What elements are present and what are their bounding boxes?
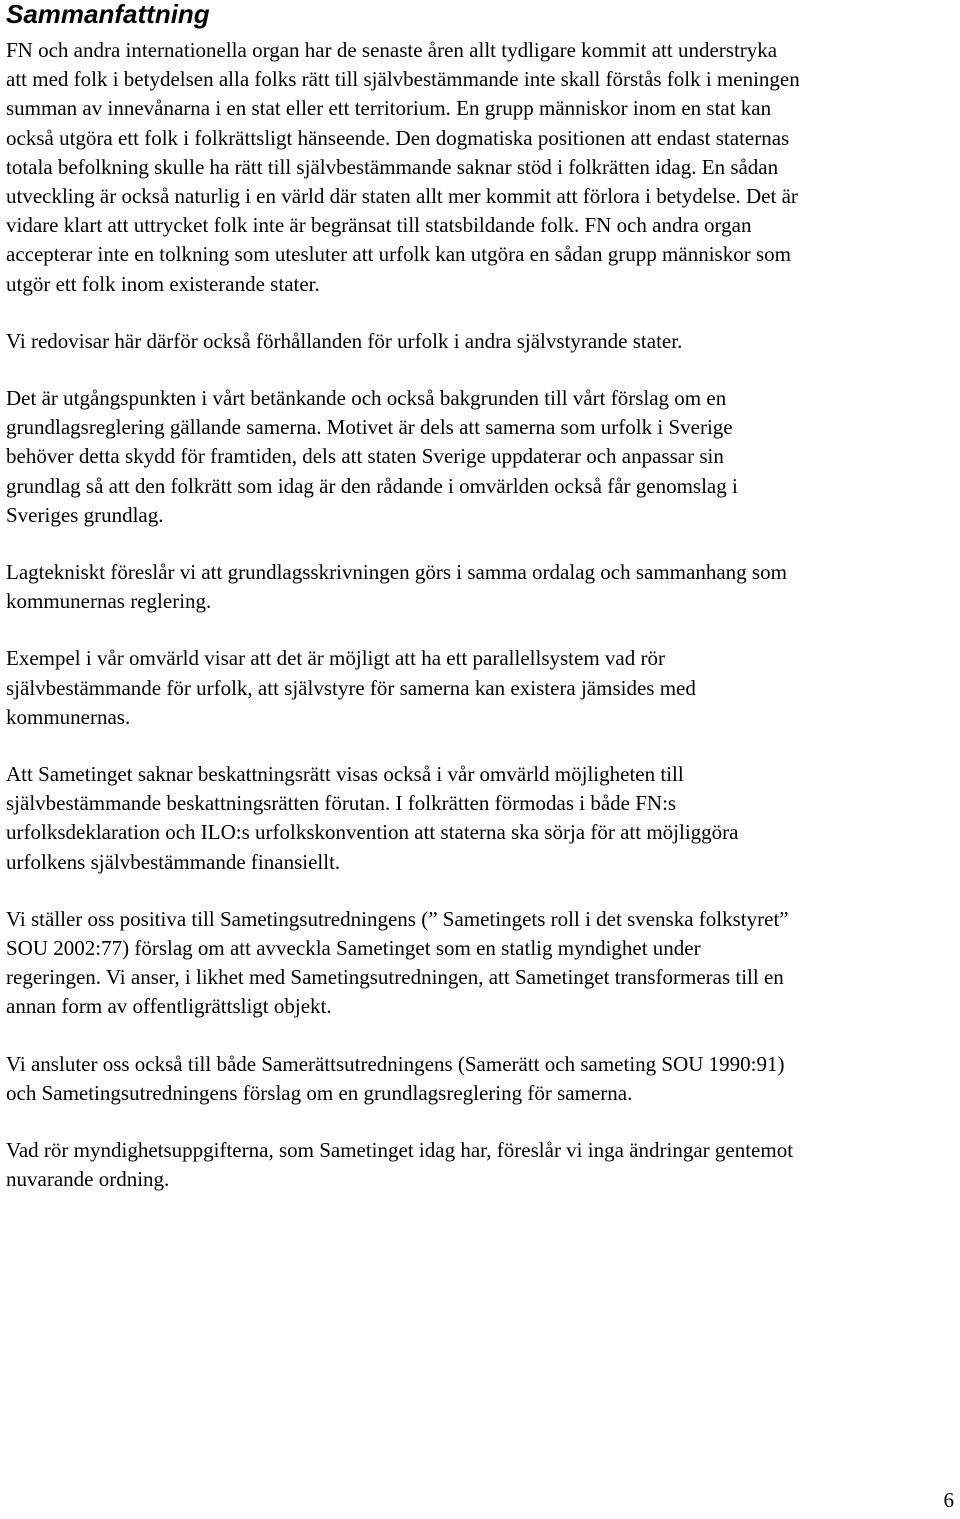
text-line: och Sametingsutredningens förslag om en grundlagsreglering för samerna. [6,1080,633,1105]
text-line: SOU 2002:77) förslag om att avveckla Sametinget som en statlig myndighet under [6,936,701,961]
text-line: utgör ett folk inom existerande stater. [6,271,320,296]
text-line: summan av innevånarna i en stat eller ett territorium. En grupp människor inom en stat kan [6,96,772,121]
text-line: Det är utgångspunkten i vårt betänkande och också bakgrunden till vårt förslag om en [6,386,727,411]
text-line: accepterar inte en tolkning som utesluter att urfolk kan utgöra en sådan grupp människor som [6,242,791,267]
text-line: Lagtekniskt föreslår vi att grundlagsskrivningen görs i samma ordalag och sammanhang som [6,560,787,585]
paragraph-4 [6,558,956,616]
text-line: Vi redovisar här därför också förhållanden för urfolk i andra självstyrande stater. [6,328,683,353]
text-line: FN och andra internationella organ har de senaste åren allt tydligare kommit att understryka [6,38,778,62]
paragraph-3 [6,384,956,530]
text-line: kommunernas reglering. [6,589,212,614]
text-line: vidare klart att uttrycket folk inte är begränsat till statsbildande folk. FN och andra organ [6,213,752,238]
text-line: grundlag så att den folkrätt som idag är den rådande i omvärlden också får genomslag i [6,473,738,498]
text-line: regeringen. Vi anser, i likhet med Sametingsutredningen, att Sametinget transformeras till en [6,965,784,990]
text-line: Att Sametinget saknar beskattningsrätt visas också i vår omvärld möjligheten till [6,762,684,787]
page-number: 6 [943,1488,954,1512]
text-line: Vi ansluter oss också till både Samerättsutredningens (Samerätt och sameting SOU 1990:91) [6,1051,785,1076]
text-line: också utgöra ett folk i folkrättsligt hänseende. Den dogmatiska positionen att endast staternas [6,125,790,150]
text-line: självbestämmande beskattningsrätten förutan. I folkrätten förmodas i både FN:s [6,791,677,816]
paragraph-5 [6,644,956,732]
paragraph-9 [6,1136,956,1194]
text-line: Vi ställer oss positiva till Sametingsutredningens (” Sametingets roll i det svenska folkstyret” [6,906,789,931]
text-line: grundlagsreglering gällande samerna. Motivet är dels att samerna som urfolk i Sverige [6,415,733,440]
paragraph-1 [6,36,956,299]
text-line: kommunernas. [6,704,131,729]
text-line: urfolksdeklaration och ILO:s urfolkskonvention att staterna ska sörja för att möjliggöra [6,820,739,845]
text-line: urfolkens självbestämmande finansiellt. [6,849,341,874]
paragraph-7 [6,905,956,1022]
page-title: Sammanfattning [6,0,210,29]
text-line: Vad rör myndighetsuppgifterna, som Sametinget idag har, föreslår vi inga ändringar gentemot [6,1138,794,1163]
text-line: utveckling är också naturlig i en värld där staten allt mer kommit att förlora i betydelse. Det är [6,184,798,209]
paragraph-2 [6,327,956,356]
text-line: totala befolkning skulle ha rätt till självbestämmande saknar stöd i folkrätten idag. En sådan [6,154,779,179]
text-line: annan form av offentligrättsligt objekt. [6,994,332,1019]
text-line: Sveriges grundlag. [6,502,164,527]
text-line: behöver detta skydd för framtiden, dels att staten Sverige uppdaterar och anpassar sin [6,444,724,469]
paragraph-6 [6,760,956,877]
text-line: självbestämmande för urfolk, att självstyre för samerna kan existera jämsides med [6,675,696,700]
text-line: att med folk i betydelsen alla folks rätt till självbestämmande inte skall förstås folk i meningen [6,67,800,92]
text-line: nuvarande ordning. [6,1167,170,1192]
paragraph-8 [6,1050,956,1108]
text-line: Exempel i vår omvärld visar att det är möjligt att ha ett parallellsystem vad rör [6,646,665,671]
body-text [6,36,956,1223]
